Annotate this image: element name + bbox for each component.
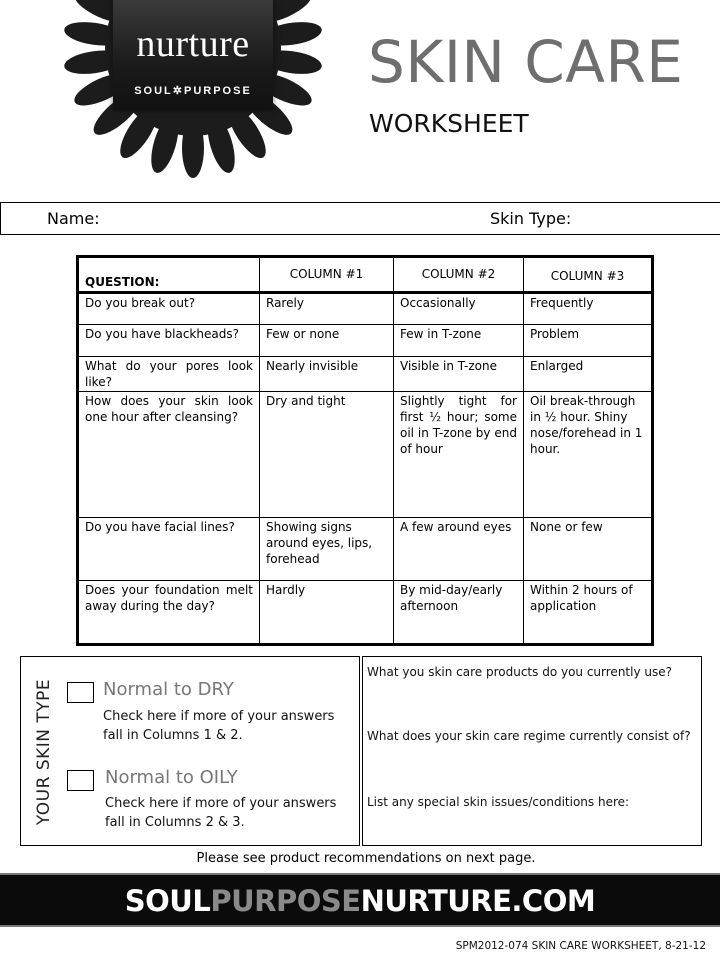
regime-question: What does your skin care regime currently consist of?: [367, 729, 691, 743]
recommendation-note-text: Please see product recommendations on next page.: [196, 851, 536, 866]
header-question: QUESTION:: [78, 257, 260, 293]
products-question: What you skin care products do you currently use?: [367, 665, 672, 679]
answer-cell-col3: Oil break-through in ½ hour. Shiny nose/forehead in 1 hour.: [524, 392, 653, 518]
question-cell: Do you break out?: [78, 293, 260, 325]
website-banner: [0, 873, 720, 927]
answer-cell-col2: Visible in T-zone: [394, 357, 524, 392]
questionnaire-table: [76, 255, 654, 646]
header-column-3: COLUMN #3: [524, 257, 653, 293]
answer-cell-col3: Frequently: [524, 293, 653, 325]
website-url: [0, 884, 720, 918]
question-cell: What do your pores look like?: [78, 357, 260, 392]
answer-cell-col2: By mid-day/early afternoon: [394, 581, 524, 645]
logo-flower-icon: ✲: [172, 85, 184, 97]
document-footer: SPM2012-074 SKIN CARE WORKSHEET, 8-21-12: [455, 940, 706, 952]
answer-cell-col1: Rarely: [260, 293, 394, 325]
name-bar: [0, 202, 720, 235]
question-cell: Does your foundation melt away during the day?: [78, 581, 260, 645]
answer-cell-col1: Few or none: [260, 325, 394, 357]
page-title: SKIN CARE: [368, 28, 684, 96]
oily-option-title: Normal to OILY: [105, 767, 238, 788]
logo-subline: [113, 84, 273, 97]
dry-option-description: Check here if more of your answers fall in Columns 1 & 2.: [103, 709, 335, 743]
skin-type-box: [20, 656, 360, 846]
answer-cell-col2: Occasionally: [394, 293, 524, 325]
header-column-2: COLUMN #2: [394, 257, 524, 293]
header-column-1: COLUMN #1: [260, 257, 394, 293]
name-field-label: Name:: [47, 209, 100, 228]
table-row: [78, 392, 653, 518]
table-header-row: [78, 257, 653, 293]
logo-wordmark: nurture: [136, 23, 250, 65]
skin-issues-question: List any special skin issues/conditions here:: [367, 795, 630, 809]
question-cell: Do you have blackheads?: [78, 325, 260, 357]
answer-cell-col2: Few in T-zone: [394, 325, 524, 357]
question-cell: Do you have facial lines?: [78, 518, 260, 581]
answer-cell-col1: Showing signs around eyes, lips, forehead: [260, 518, 394, 581]
dry-option-title: Normal to DRY: [103, 679, 234, 700]
table-row: [78, 581, 653, 645]
logo-badge: [113, 0, 273, 110]
answer-cell-col1: Hardly: [260, 581, 394, 645]
answer-cell-col2: Slightly tight for first ½ hour; some oil in T-zone by end of hour: [394, 392, 524, 518]
banner-part-soul: SOUL: [124, 884, 211, 918]
recommendation-note: [0, 851, 720, 866]
table-row: [78, 518, 653, 581]
dry-checkbox[interactable]: [67, 682, 94, 703]
questions-box: [362, 656, 702, 846]
banner-part-purpose: PURPOSE: [210, 884, 361, 918]
banner-part-nurture: NURTURE.COM: [360, 884, 596, 918]
oily-checkbox[interactable]: [67, 770, 94, 791]
answer-cell-col2: A few around eyes: [394, 518, 524, 581]
answer-cell-col3: Problem: [524, 325, 653, 357]
table-row: [78, 293, 653, 325]
logo-sub-left: SOUL: [134, 85, 173, 97]
answer-cell-col1: Dry and tight: [260, 392, 394, 518]
your-skin-type-label: YOUR SKIN TYPE: [34, 678, 54, 826]
logo-sub-right: PURPOSE: [183, 85, 252, 97]
oily-option-description: Check here if more of your answers fall in Columns 2 & 3.: [105, 796, 337, 830]
page-subtitle: WORKSHEET: [369, 109, 529, 138]
answer-cell-col3: Enlarged: [524, 357, 653, 392]
answer-cell-col3: Within 2 hours of application: [524, 581, 653, 645]
table-row: [78, 325, 653, 357]
answer-cell-col3: None or few: [524, 518, 653, 581]
skin-type-field-label: Skin Type:: [490, 209, 572, 228]
question-cell: How does your skin look one hour after cleansing?: [78, 392, 260, 518]
table-row: [78, 357, 653, 392]
answer-cell-col1: Nearly invisible: [260, 357, 394, 392]
brand-logo: [40, 0, 360, 178]
